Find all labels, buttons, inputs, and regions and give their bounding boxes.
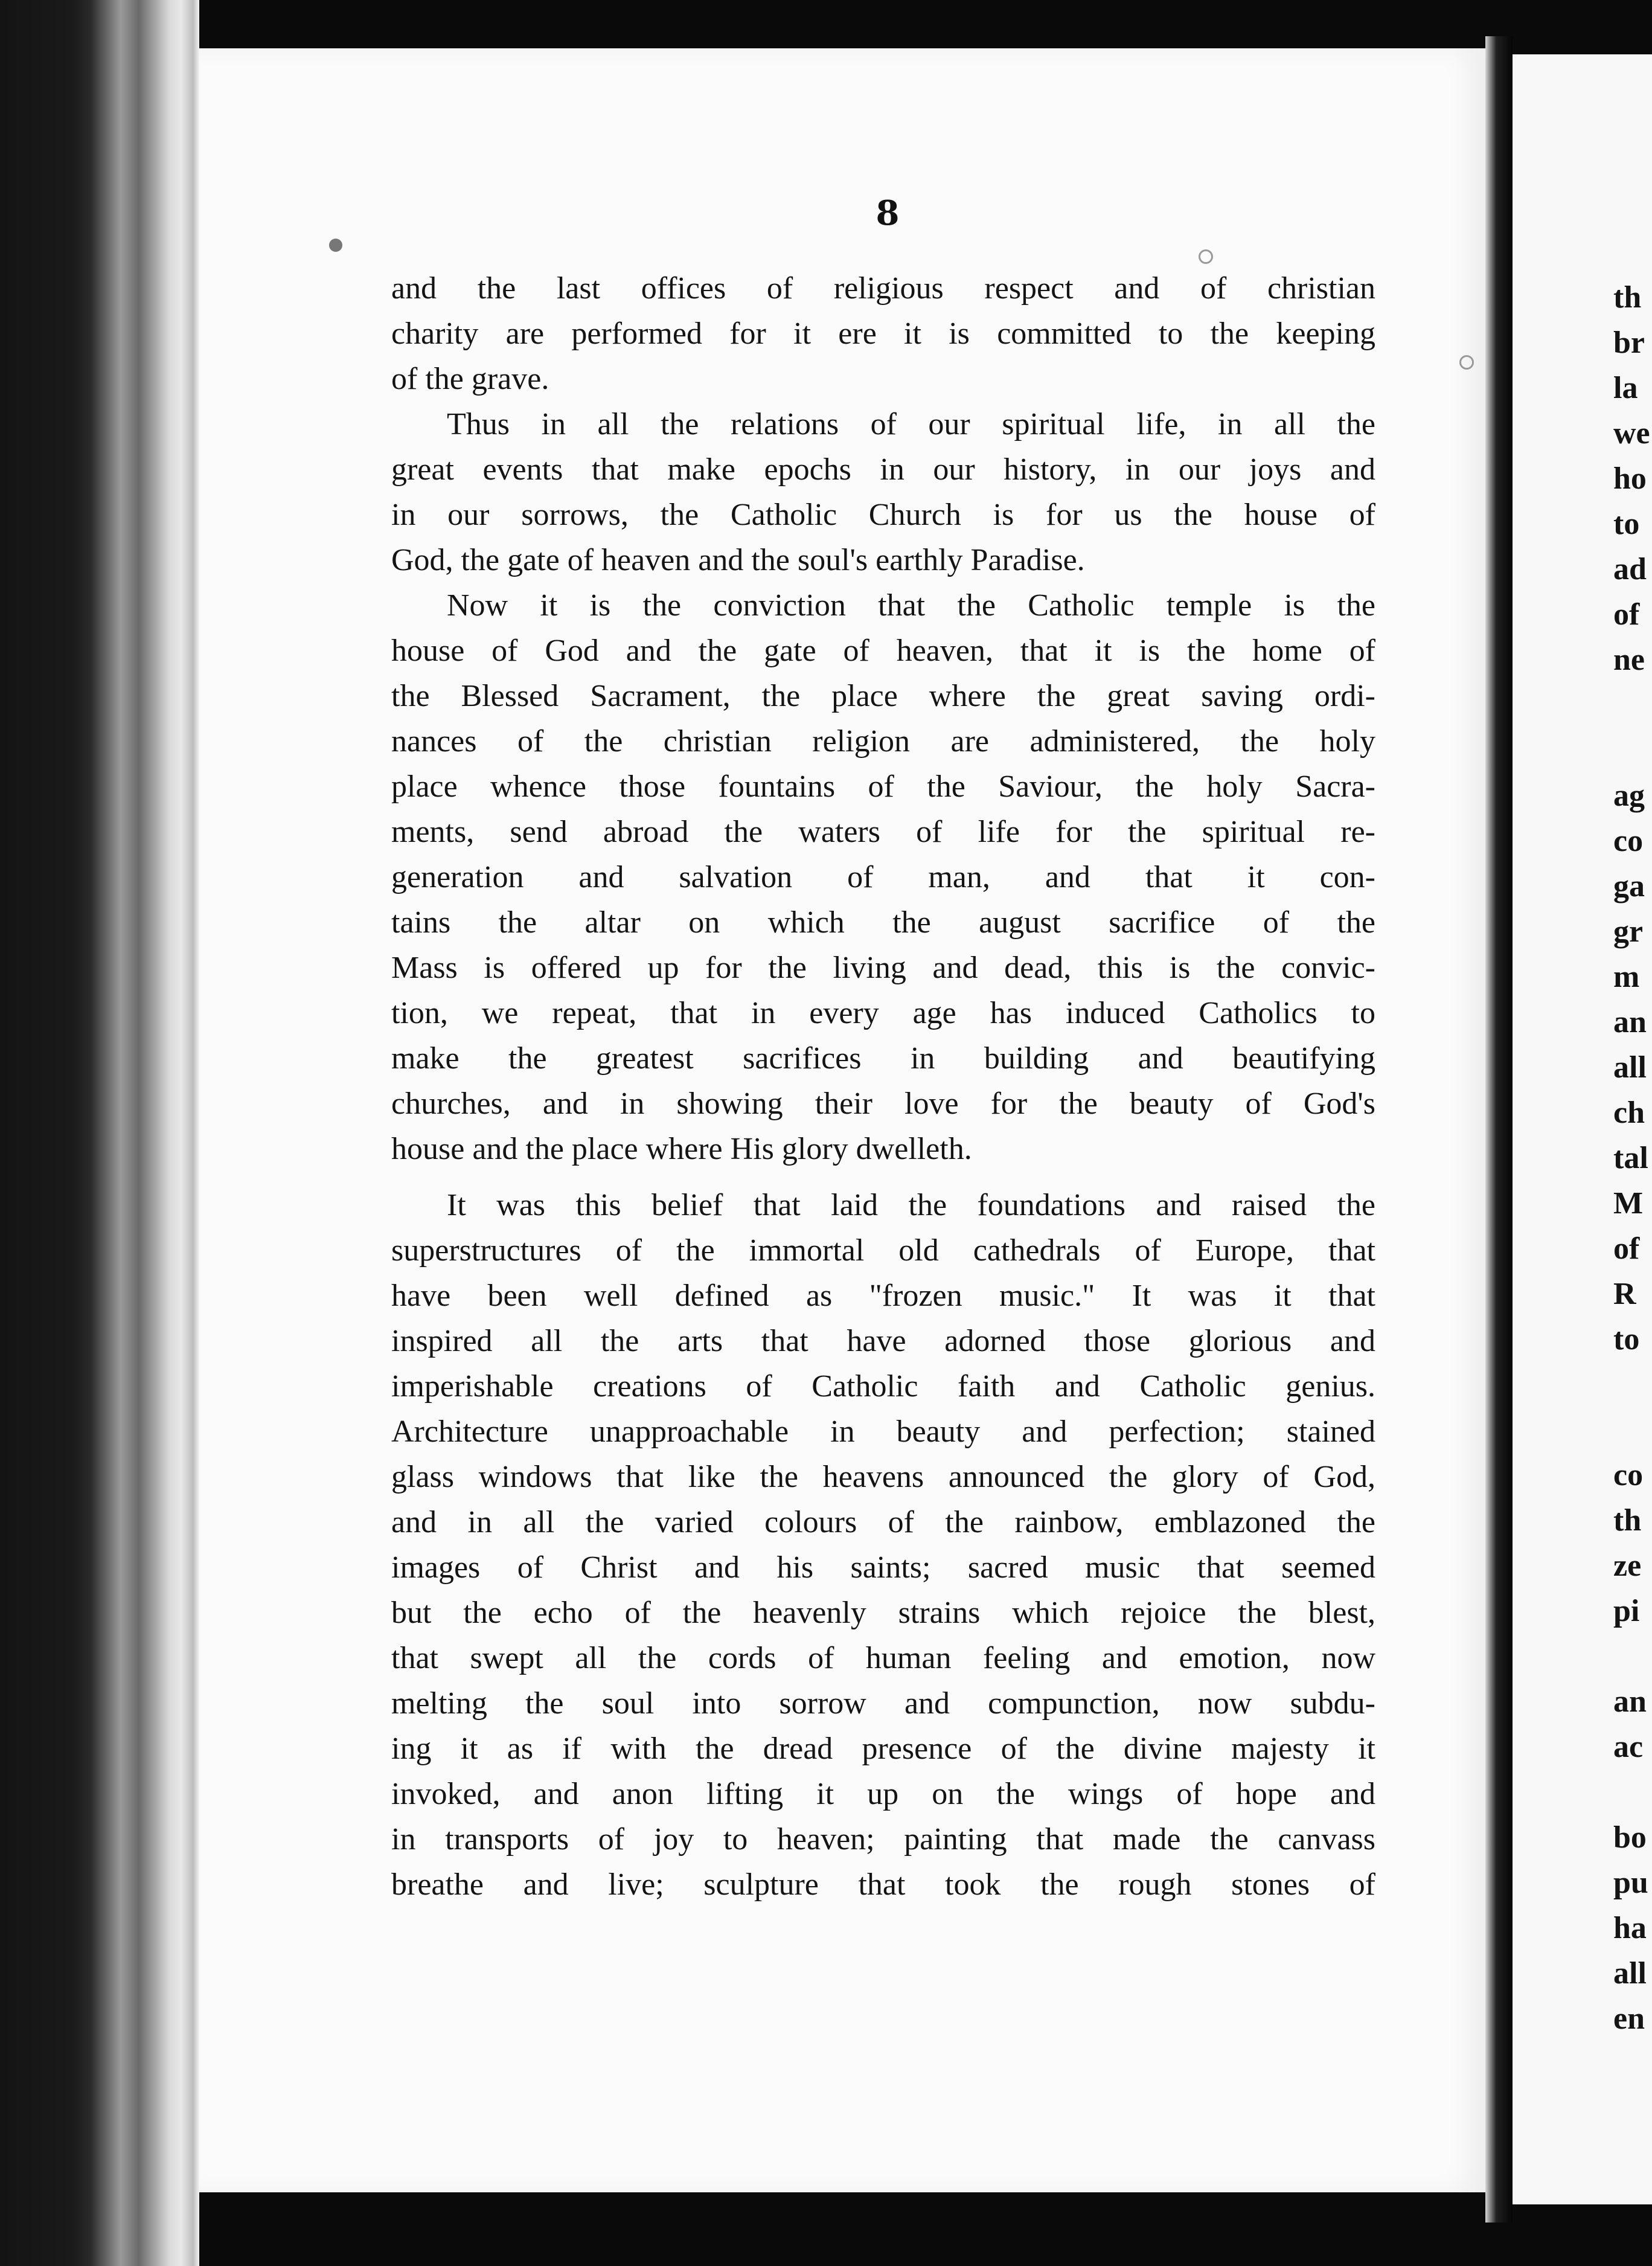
fragment: ga bbox=[1613, 869, 1645, 904]
text-line: Now it is the conviction that the Catholic temple is the bbox=[447, 588, 1375, 623]
text-line: Mass is offered up for the living and dead, this is the convic- bbox=[391, 951, 1375, 985]
text-line: but the echo of the heavenly strains which rejoice the blest, bbox=[391, 1596, 1375, 1630]
text-line: have been well defined as "frozen music." It was it that bbox=[391, 1279, 1375, 1313]
text-line: and in all the varied colours of the rainbow, emblazoned the bbox=[391, 1505, 1375, 1539]
text-line: house and the place where His glory dwelleth. bbox=[391, 1132, 972, 1166]
fragment: co bbox=[1613, 1458, 1644, 1492]
text-line: breathe and live; sculpture that took the rough stones of bbox=[391, 1867, 1375, 1902]
fragment: all bbox=[1613, 1956, 1647, 1991]
text-line: make the greatest sacrifices in building and beautifying bbox=[391, 1041, 1375, 1076]
text-line: tion, we repeat, that in every age has induced Catholics to bbox=[391, 996, 1375, 1030]
text-line: glass windows that like the heavens announced the glory of God, bbox=[391, 1460, 1375, 1494]
text-line: generation and salvation of man, and that it con- bbox=[391, 860, 1375, 894]
stray-mark bbox=[1199, 249, 1213, 264]
fragment: m bbox=[1613, 960, 1640, 994]
fragment: pi bbox=[1613, 1594, 1640, 1628]
fragment: ha bbox=[1613, 1911, 1647, 1945]
text-line: images of Christ and his saints; sacred music that seemed bbox=[391, 1550, 1375, 1585]
text-line: melting the soul into sorrow and compunction, now subdu- bbox=[391, 1686, 1375, 1721]
fragment: ho bbox=[1613, 461, 1647, 496]
fragment: co bbox=[1613, 824, 1644, 858]
fragment: of bbox=[1613, 1231, 1640, 1266]
text-line: invoked, and anon lifting it up on the wings of hope and bbox=[391, 1777, 1375, 1811]
fragment: la bbox=[1613, 371, 1638, 405]
fragment: to bbox=[1613, 507, 1640, 541]
fragment: tal bbox=[1613, 1141, 1648, 1175]
fragment: R bbox=[1613, 1277, 1636, 1311]
fragment: ch bbox=[1613, 1096, 1645, 1130]
fragment: th bbox=[1613, 1503, 1642, 1538]
fragment: ad bbox=[1613, 552, 1647, 586]
text-line: ing it as if with the dread presence of the divine majesty it bbox=[391, 1732, 1375, 1766]
fragment: pu bbox=[1613, 1866, 1648, 1900]
stray-mark bbox=[1459, 355, 1474, 370]
text-line: Thus in all the relations of our spiritual life, in all the bbox=[447, 407, 1375, 441]
text-line: charity are performed for it ere it is committed to the keeping bbox=[391, 316, 1375, 351]
fragment: en bbox=[1613, 2001, 1645, 2036]
page-number: 8 bbox=[876, 193, 900, 233]
fragment: we bbox=[1613, 416, 1650, 451]
text-line: the Blessed Sacrament, the place where the great saving ordi- bbox=[391, 679, 1375, 713]
fragment: gr bbox=[1613, 914, 1644, 949]
body-text bbox=[391, 266, 1375, 1907]
text-line: Architecture unapproachable in beauty and perfection; stained bbox=[391, 1414, 1375, 1449]
text-line: of the grave. bbox=[391, 362, 549, 396]
text-line: God, the gate of heaven and the soul's earthly Paradise. bbox=[391, 543, 1085, 577]
fragment: bo bbox=[1613, 1820, 1647, 1855]
fragment: ne bbox=[1613, 643, 1645, 677]
stray-mark bbox=[329, 239, 342, 252]
fragment: ze bbox=[1613, 1549, 1642, 1583]
text-line: It was this belief that laid the foundations and raised the bbox=[447, 1188, 1375, 1222]
text-line: nances of the christian religion are administered, the holy bbox=[391, 724, 1375, 759]
fragment: an bbox=[1613, 1005, 1647, 1039]
text-line: churches, and in showing their love for the beauty of God's bbox=[391, 1086, 1375, 1121]
text-line: in our sorrows, the Catholic Church is for us the house of bbox=[391, 498, 1375, 532]
spacer bbox=[1613, 1770, 1652, 1815]
text-line: tains the altar on which the august sacrifice of the bbox=[391, 905, 1375, 940]
book-gutter bbox=[1485, 36, 1513, 2223]
fragment: an bbox=[1613, 1684, 1647, 1719]
text-line: in transports of joy to heaven; painting that made the canvass bbox=[391, 1822, 1375, 1857]
spacer bbox=[1613, 682, 1652, 773]
fragment: all bbox=[1613, 1050, 1647, 1085]
fragment: br bbox=[1613, 326, 1645, 360]
facing-page-text bbox=[1613, 275, 1652, 2041]
text-line: ments, send abroad the waters of life for the spiritual re- bbox=[391, 815, 1375, 849]
fragment: th bbox=[1613, 280, 1642, 315]
spacer bbox=[1613, 1362, 1652, 1452]
text-line: great events that make epochs in our history, in our joys and bbox=[391, 452, 1375, 487]
fragment: ag bbox=[1613, 778, 1645, 813]
text-line: house of God and the gate of heaven, that it is the home of bbox=[391, 634, 1375, 668]
spacer bbox=[1613, 1634, 1652, 1679]
fragment: ac bbox=[1613, 1730, 1644, 1764]
fragment: M bbox=[1613, 1186, 1644, 1221]
text-line: imperishable creations of Catholic faith and Catholic genius. bbox=[391, 1369, 1375, 1404]
book-binding-edge bbox=[0, 0, 199, 2266]
text-line: superstructures of the immortal old cathedrals of Europe, that bbox=[391, 1233, 1375, 1268]
text-line: that swept all the cords of human feeling and emotion, now bbox=[391, 1641, 1375, 1675]
text-line: and the last offices of religious respect and of christian bbox=[391, 271, 1375, 306]
fragment: of bbox=[1613, 597, 1640, 632]
text-line: inspired all the arts that have adorned those glorious and bbox=[391, 1324, 1375, 1358]
text-line: place whence those fountains of the Saviour, the holy Sacra- bbox=[391, 769, 1375, 804]
fragment: to bbox=[1613, 1322, 1640, 1356]
